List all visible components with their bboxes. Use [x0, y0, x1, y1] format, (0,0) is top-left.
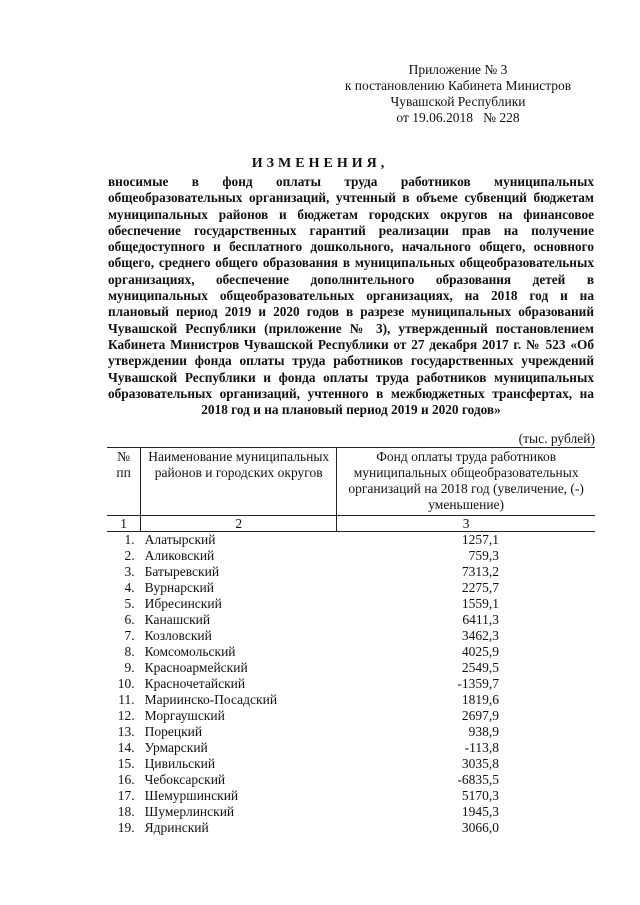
municipality-name: Моргаушский: [144, 708, 225, 723]
appendix-block: [323, 62, 593, 126]
fund-change-value: 4025,9: [461, 644, 499, 659]
row-number: 17.: [117, 788, 135, 803]
table-row: [107, 676, 595, 692]
table-row: [107, 724, 595, 740]
appendix-reference: к постановлению Кабинета Министров: [344, 78, 572, 93]
municipality-name: Ибресинский: [144, 596, 222, 611]
table-row: [107, 564, 595, 580]
municipality-name: Вурнарский: [144, 580, 214, 595]
municipality-name: Чебоксарский: [144, 772, 226, 787]
row-number: 19.: [117, 820, 135, 835]
municipality-name: Канашский: [144, 612, 211, 627]
municipality-name: Козловский: [144, 628, 212, 643]
table-row: [107, 612, 595, 628]
row-number: 4.: [124, 580, 135, 595]
appendix-date-number: от 19.06.2018 № 228: [396, 110, 520, 125]
changes-table: [107, 447, 595, 836]
municipality-name: Урмарский: [144, 740, 208, 755]
row-number: 14.: [117, 740, 135, 755]
table-row: [107, 548, 595, 564]
municipality-name: Мариинско-Посадский: [144, 692, 278, 707]
row-number: 8.: [124, 644, 135, 659]
document-intro: вносимые в фонд оплаты труда работников муниципальных общеобразовательных организаций, учтенный в объеме субвенций бюджетам муниципальных районов и бюджетам городских округов на финансовое обеспечение государственных гарантий реализации прав на получение общедоступного и бесплатного дошкольного, начального общего, основного общего, среднего общего образования в муниципальных общеобразовательных организациях, обеспечение дополнительного образования детей в муниципальных общеобразовательных организациях, на 2018 год и на плановый период 2019 и 2020 годов в разрезе муниципальных образований Чувашской Республики (приложение № 3), утвержденный постановлением Кабинета Министров Чувашской Республики от 27 декабря 2017 г. № 523 «Об утверждении фонда оплаты труда работников государственных учреждений Чувашской Республики и фонда оплаты труда работников муниципальных образовательных организаций, учтенного в межбюджетных трансфертах, на 2018 год и на плановый период 2019 и 2020 годов»: [108, 174, 594, 418]
fund-change-value: 1945,3: [461, 804, 499, 819]
column-number: 3: [337, 516, 595, 532]
column-number-row: [107, 516, 595, 532]
municipality-name: Шумерлинский: [144, 804, 235, 819]
header-name: Наименование муниципальных районов и городских округов: [141, 448, 337, 516]
municipality-name: Цивильский: [144, 756, 216, 771]
table-row: [107, 804, 595, 820]
document-title: ИЗМЕНЕНИЯ,: [251, 156, 389, 171]
appendix-title: Приложение № 3: [408, 62, 508, 77]
row-number: 3.: [124, 564, 135, 579]
fund-change-value: 938,9: [468, 724, 499, 739]
municipality-name: Алатырский: [144, 532, 216, 547]
row-number: 6.: [124, 612, 135, 627]
row-number: 9.: [124, 660, 135, 675]
fund-change-value: 759,3: [468, 548, 499, 563]
fund-change-value: -6835,5: [457, 772, 499, 787]
table-row: [107, 788, 595, 804]
table-row: [107, 692, 595, 708]
table-row: [107, 580, 595, 596]
fund-change-value: 1819,6: [461, 692, 499, 707]
fund-change-value: 3462,3: [461, 628, 499, 643]
row-number: 7.: [124, 628, 135, 643]
row-number: 2.: [124, 548, 135, 563]
municipality-name: Красноармейский: [144, 660, 248, 675]
fund-change-value: 5170,3: [461, 788, 499, 803]
fund-change-value: 1559,1: [461, 596, 499, 611]
row-number: 5.: [124, 596, 135, 611]
row-number: 12.: [117, 708, 135, 723]
row-number: 11.: [118, 692, 135, 707]
table-header-row: [107, 448, 595, 516]
municipality-name: Красночетайский: [144, 676, 246, 691]
fund-change-value: 6411,3: [462, 612, 499, 627]
column-number: 1: [107, 516, 141, 532]
row-number: 1.: [124, 532, 135, 547]
row-number: 13.: [117, 724, 135, 739]
fund-change-value: -1359,7: [457, 676, 499, 691]
header-number: № пп: [107, 448, 141, 516]
table-row: [107, 756, 595, 772]
units-label: (тыс. рублей): [518, 431, 595, 446]
municipality-name: Ядринский: [144, 820, 209, 835]
fund-change-value: -113,8: [464, 740, 499, 755]
fund-change-value: 2275,7: [461, 580, 499, 595]
fund-change-value: 2549,5: [461, 660, 499, 675]
fund-change-value: 3066,0: [461, 820, 499, 835]
table-row: [107, 532, 595, 549]
header-value: Фонд оплаты труда работников муниципальных общеобразовательных организаций на 2018 год (увеличение, (-) уменьшение): [337, 448, 595, 516]
table-row: [107, 660, 595, 676]
table-row: [107, 772, 595, 788]
column-number: 2: [141, 516, 337, 532]
fund-change-value: 7313,2: [461, 564, 499, 579]
appendix-republic: Чувашской Республики: [390, 94, 526, 109]
row-number: 10.: [117, 676, 135, 691]
fund-change-value: 1257,1: [461, 532, 499, 547]
table-row: [107, 596, 595, 612]
municipality-name: Комсомольский: [144, 644, 236, 659]
municipality-name: Шемуршинский: [144, 788, 239, 803]
row-number: 15.: [117, 756, 135, 771]
row-number: 16.: [117, 772, 135, 787]
fund-change-value: 3035,8: [461, 756, 499, 771]
municipality-name: Аликовский: [144, 548, 215, 563]
table-row: [107, 740, 595, 756]
fund-change-value: 2697,9: [461, 708, 499, 723]
municipality-name: Батыревский: [144, 564, 220, 579]
table-row: [107, 644, 595, 660]
row-number: 18.: [117, 804, 135, 819]
table-row: [107, 628, 595, 644]
municipality-name: Порецкий: [144, 724, 203, 739]
table-row: [107, 708, 595, 724]
table-row: [107, 820, 595, 836]
